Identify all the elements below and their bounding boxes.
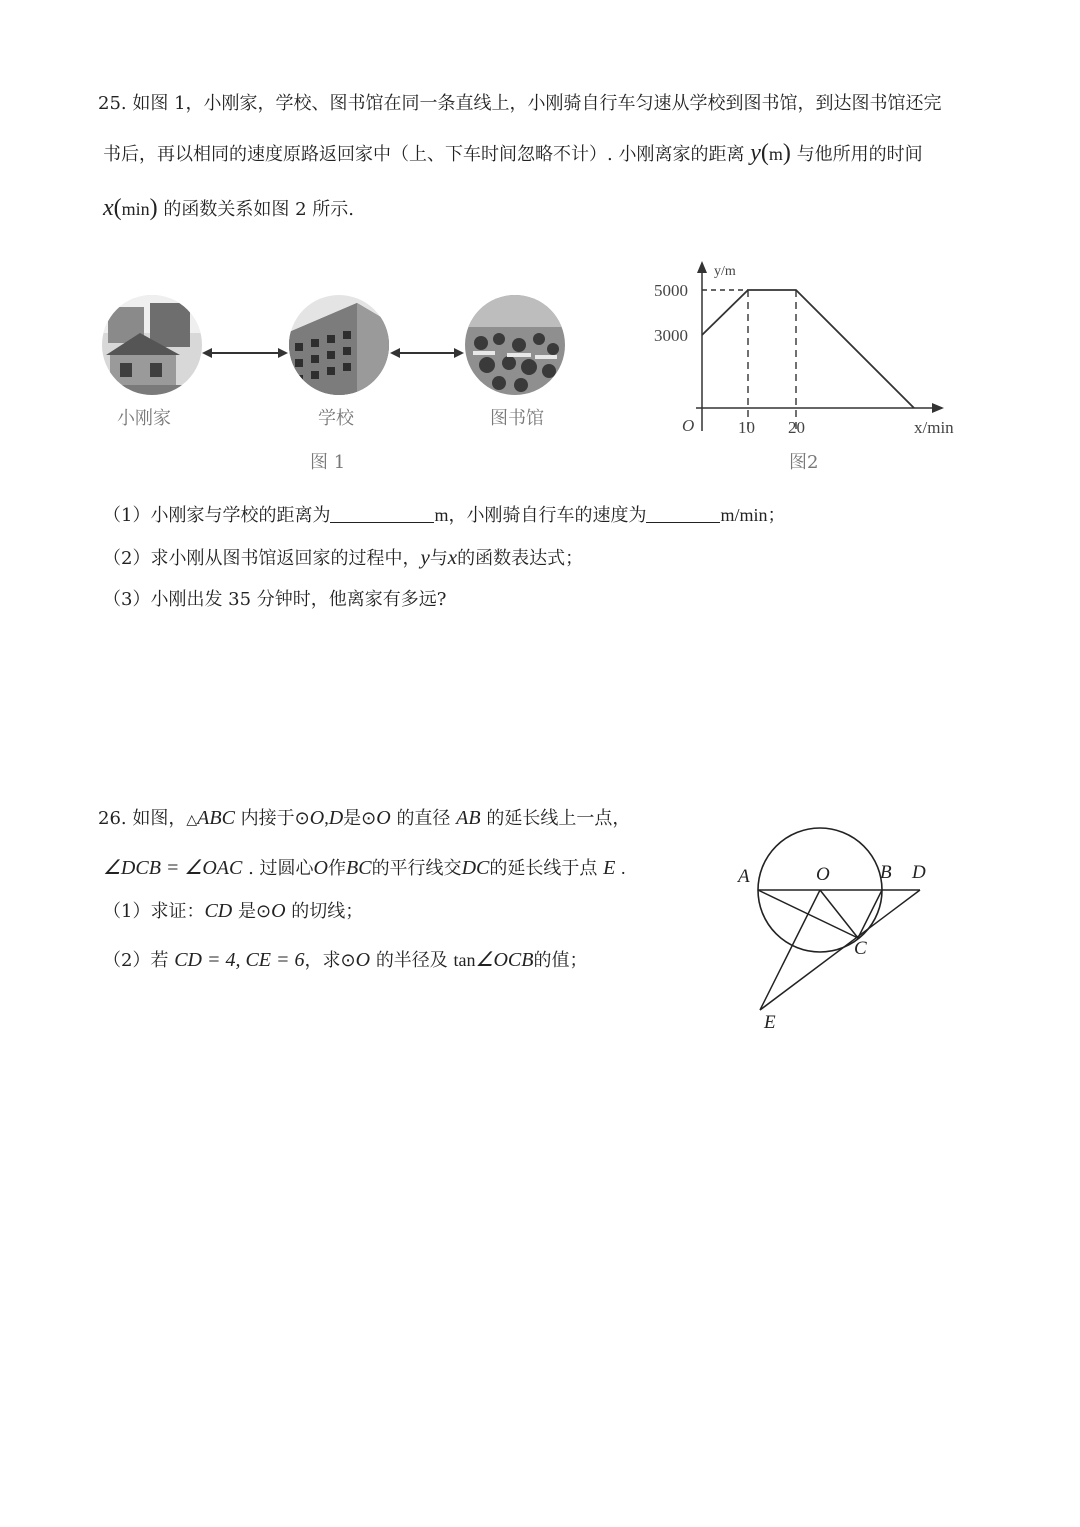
answer-blank-distance: [330, 504, 434, 523]
label-c: C: [854, 938, 867, 959]
q26-sub2: （2）若 CD = 4, CE = 6，求⊙O 的半径及 tan∠OCB的值；: [103, 949, 588, 971]
distance-time-graph: [640, 255, 980, 445]
label-home: 小刚家: [117, 408, 171, 429]
label-e: E: [764, 1012, 776, 1033]
x-axis-label: x/min: [914, 418, 954, 437]
distance-line: [702, 290, 914, 408]
x-tick-10: 10: [738, 418, 755, 437]
line-oe: [760, 890, 820, 1010]
circle-geometry-figure: [730, 820, 940, 1040]
q25-sub2: （2）求小刚从图书馆返回家的过程中，y与x的函数表达式；: [103, 545, 584, 569]
y-tick-3000: 3000: [654, 326, 688, 345]
label-o: O: [816, 864, 830, 885]
line-bc: [858, 890, 882, 938]
answer-blank-speed: [646, 504, 720, 523]
q25-line3: x(min) 的函数关系如图 2 所示.: [103, 195, 355, 221]
label-school: 学校: [318, 408, 354, 429]
q25-sub1: （1）小刚家与学校的距离为 m，小刚骑自行车的速度为 m/min；: [103, 505, 786, 526]
q26-line2: ∠DCB = ∠OAC . 过圆心O作BC的平行线交DC的延长线于点 E .: [103, 857, 626, 879]
x-axis-arrow-icon: [932, 403, 944, 413]
label-b: B: [880, 862, 892, 883]
label-library: 图书馆: [490, 408, 544, 429]
q25-line2: 书后，再以相同的速度原路返回家中（上、下车时间忽略不计）. 小刚离家的距离 y(m) 与他所用的时间: [103, 140, 923, 166]
arrow-home-school-icon: [202, 345, 288, 361]
q25-sub3: （3）小刚出发 35 分钟时，他离家有多远?: [103, 589, 447, 610]
school-photo: [287, 293, 391, 397]
figure-1-caption: 图 1: [310, 452, 346, 473]
q26-sub1: （1）求证：CD 是⊙O 的切线；: [103, 900, 364, 922]
line-oc: [820, 890, 858, 938]
library-photo: [463, 293, 567, 397]
y-axis-label: y/m: [714, 264, 736, 279]
label-d: D: [912, 862, 926, 883]
line-de: [760, 890, 920, 1010]
x-tick-20: 20: [788, 418, 805, 437]
q25-line1: 25. 如图 1，小刚家，学校、图书馆在同一条直线上，小刚骑自行车匀速从学校到图书馆，到达图书馆还完: [98, 93, 942, 114]
home-photo: [100, 293, 204, 397]
y-axis-arrow-icon: [697, 261, 707, 273]
arrow-school-library-icon: [390, 345, 464, 361]
label-a: A: [738, 866, 750, 887]
origin-label: O: [682, 416, 695, 435]
figure-2-caption: 图2: [789, 452, 819, 473]
q26-line1: 26. 如图，△ABC 内接于⊙O,D是⊙O 的直径 AB 的延长线上一点，: [98, 807, 631, 829]
y-tick-5000: 5000: [654, 281, 688, 300]
